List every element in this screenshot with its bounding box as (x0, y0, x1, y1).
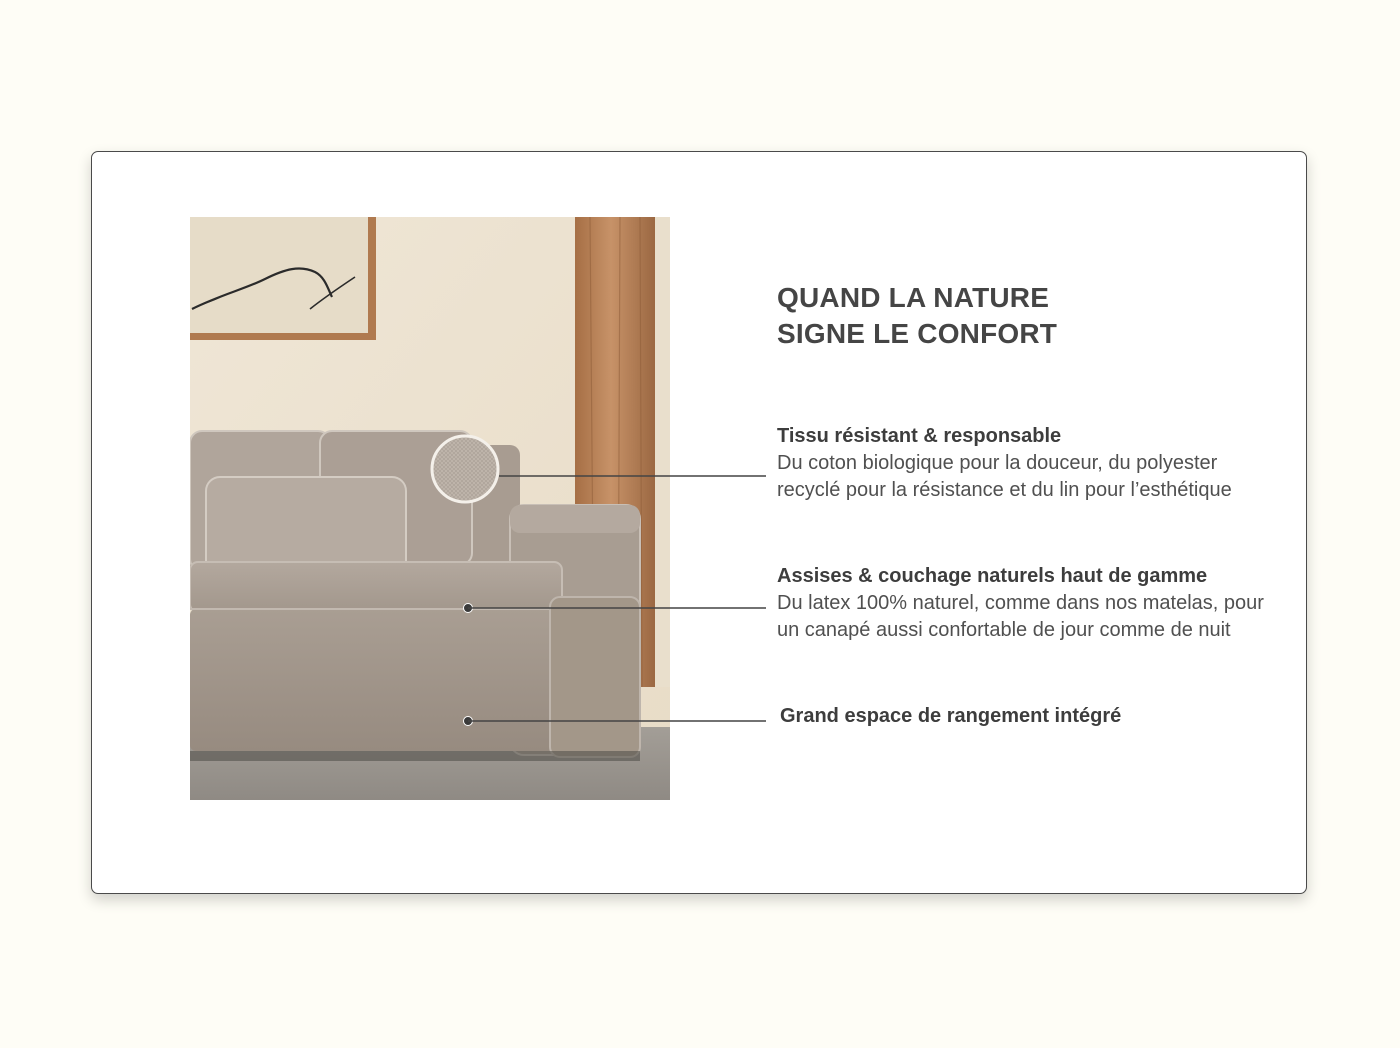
page-title (777, 280, 1057, 352)
feature-title: Grand espace de rangement intégré (780, 705, 1122, 727)
feature-title: Tissu résistant & responsable (777, 425, 1062, 447)
feature-fabric (777, 423, 1277, 504)
title-line-1: QUAND LA NATURE (777, 282, 1050, 313)
title-line-2: SIGNE LE CONFORT (777, 318, 1058, 349)
feature-description: Du latex 100% naturel, comme dans nos matelas, pour un canapé aussi confortable de jour comme de nuit (777, 592, 1264, 641)
sofa-photo (190, 217, 670, 800)
feature-description: Du coton biologique pour la douceur, du polyester recyclé pour la résistance et du lin pour l’esthétique (777, 452, 1232, 501)
feature-title: Assises & couchage naturels haut de gamme (777, 565, 1208, 587)
feature-seating (777, 563, 1277, 644)
feature-storage (780, 703, 1280, 730)
